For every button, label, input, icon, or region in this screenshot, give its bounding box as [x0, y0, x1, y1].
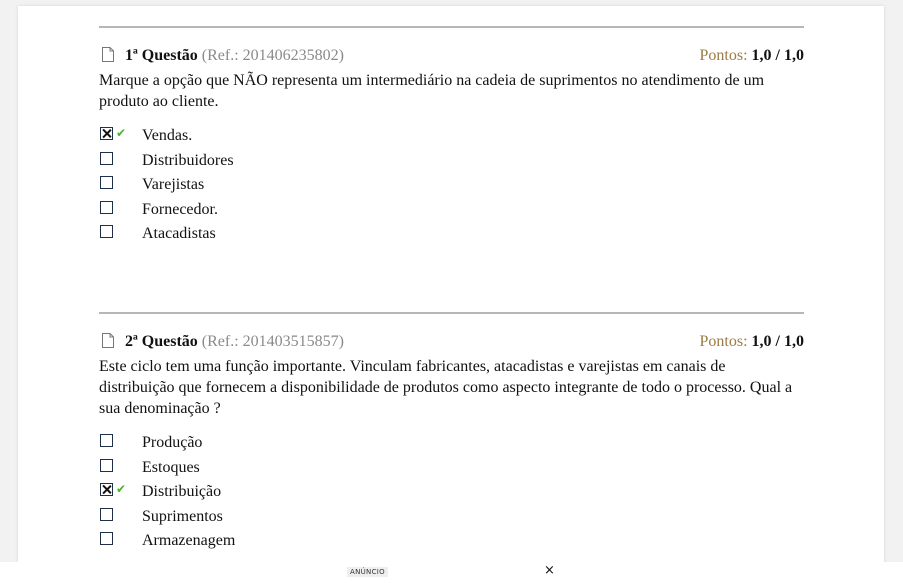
question-text: Este ciclo tem uma função importante. Vinculam fabricantes, atacadistas e varejistas em canais de distribuição que fornecem a disponibilidade de produtos como aspecto integrante de todo o processo. Qual a sua denominação ?	[99, 358, 793, 417]
option-label: Varejistas	[142, 176, 205, 193]
question-divider	[99, 26, 804, 28]
option-label: Armazenagem	[142, 532, 236, 549]
question-number: 2ª Questão	[125, 333, 198, 350]
option-item[interactable]	[99, 222, 804, 247]
question-1	[99, 26, 804, 247]
question-points	[700, 330, 804, 354]
checkbox-checked[interactable]	[100, 127, 113, 140]
options-list	[99, 124, 804, 247]
page	[18, 6, 884, 583]
question-title	[125, 44, 344, 68]
question-points	[700, 44, 804, 68]
checkbox[interactable]	[100, 201, 113, 214]
correct-check-icon: ✔	[116, 126, 127, 140]
points-value: 1,0 / 1,0	[751, 47, 804, 64]
option-item[interactable]	[99, 505, 804, 530]
checkbox[interactable]	[100, 508, 113, 521]
question-number: 1ª Questão	[125, 47, 198, 64]
checkbox[interactable]	[100, 459, 113, 472]
close-icon[interactable]: ×	[544, 563, 555, 578]
option-label: Vendas.	[142, 127, 193, 144]
document-icon	[102, 47, 114, 62]
question-title	[125, 330, 344, 354]
question-ref: (Ref.: 201403515857)	[201, 333, 344, 350]
correct-check-icon: ✔	[116, 482, 127, 496]
checkbox[interactable]	[100, 176, 113, 189]
checkbox[interactable]	[100, 532, 113, 545]
checkbox[interactable]	[100, 434, 113, 447]
option-label: Suprimentos	[142, 507, 223, 525]
option-item[interactable]	[99, 431, 804, 456]
checkbox[interactable]	[100, 152, 113, 165]
option-label: Produção	[142, 434, 203, 451]
checkbox[interactable]	[100, 225, 113, 238]
ad-label: ANÚNCIO	[347, 567, 388, 577]
option-item[interactable]	[99, 480, 804, 505]
question-header	[99, 44, 804, 68]
option-item[interactable]	[99, 173, 804, 198]
points-label: Pontos:	[699, 333, 748, 350]
ad-bar	[0, 562, 903, 583]
option-item[interactable]	[99, 529, 804, 554]
option-label: Atacadistas	[142, 225, 216, 242]
question-header	[99, 330, 804, 354]
option-item[interactable]	[99, 124, 804, 149]
document-icon	[102, 333, 114, 348]
option-label: Distribuidores	[142, 151, 234, 169]
option-item[interactable]	[99, 198, 804, 223]
option-label: Distribuição	[142, 483, 222, 500]
question-divider	[99, 312, 804, 314]
options-list	[99, 431, 804, 554]
points-label: Pontos:	[699, 47, 748, 64]
question-2	[99, 312, 804, 554]
option-label: Estoques	[142, 458, 200, 476]
option-item[interactable]	[99, 149, 804, 174]
question-ref: (Ref.: 201406235802)	[201, 47, 344, 64]
option-label: Fornecedor.	[142, 200, 218, 218]
points-value: 1,0 / 1,0	[751, 333, 804, 350]
checkbox-checked[interactable]	[100, 483, 113, 496]
option-item[interactable]	[99, 456, 804, 481]
question-text: Marque a opção que NÃO representa um intermediário na cadeia de suprimentos no atendimento de um produto ao cliente.	[99, 72, 765, 110]
